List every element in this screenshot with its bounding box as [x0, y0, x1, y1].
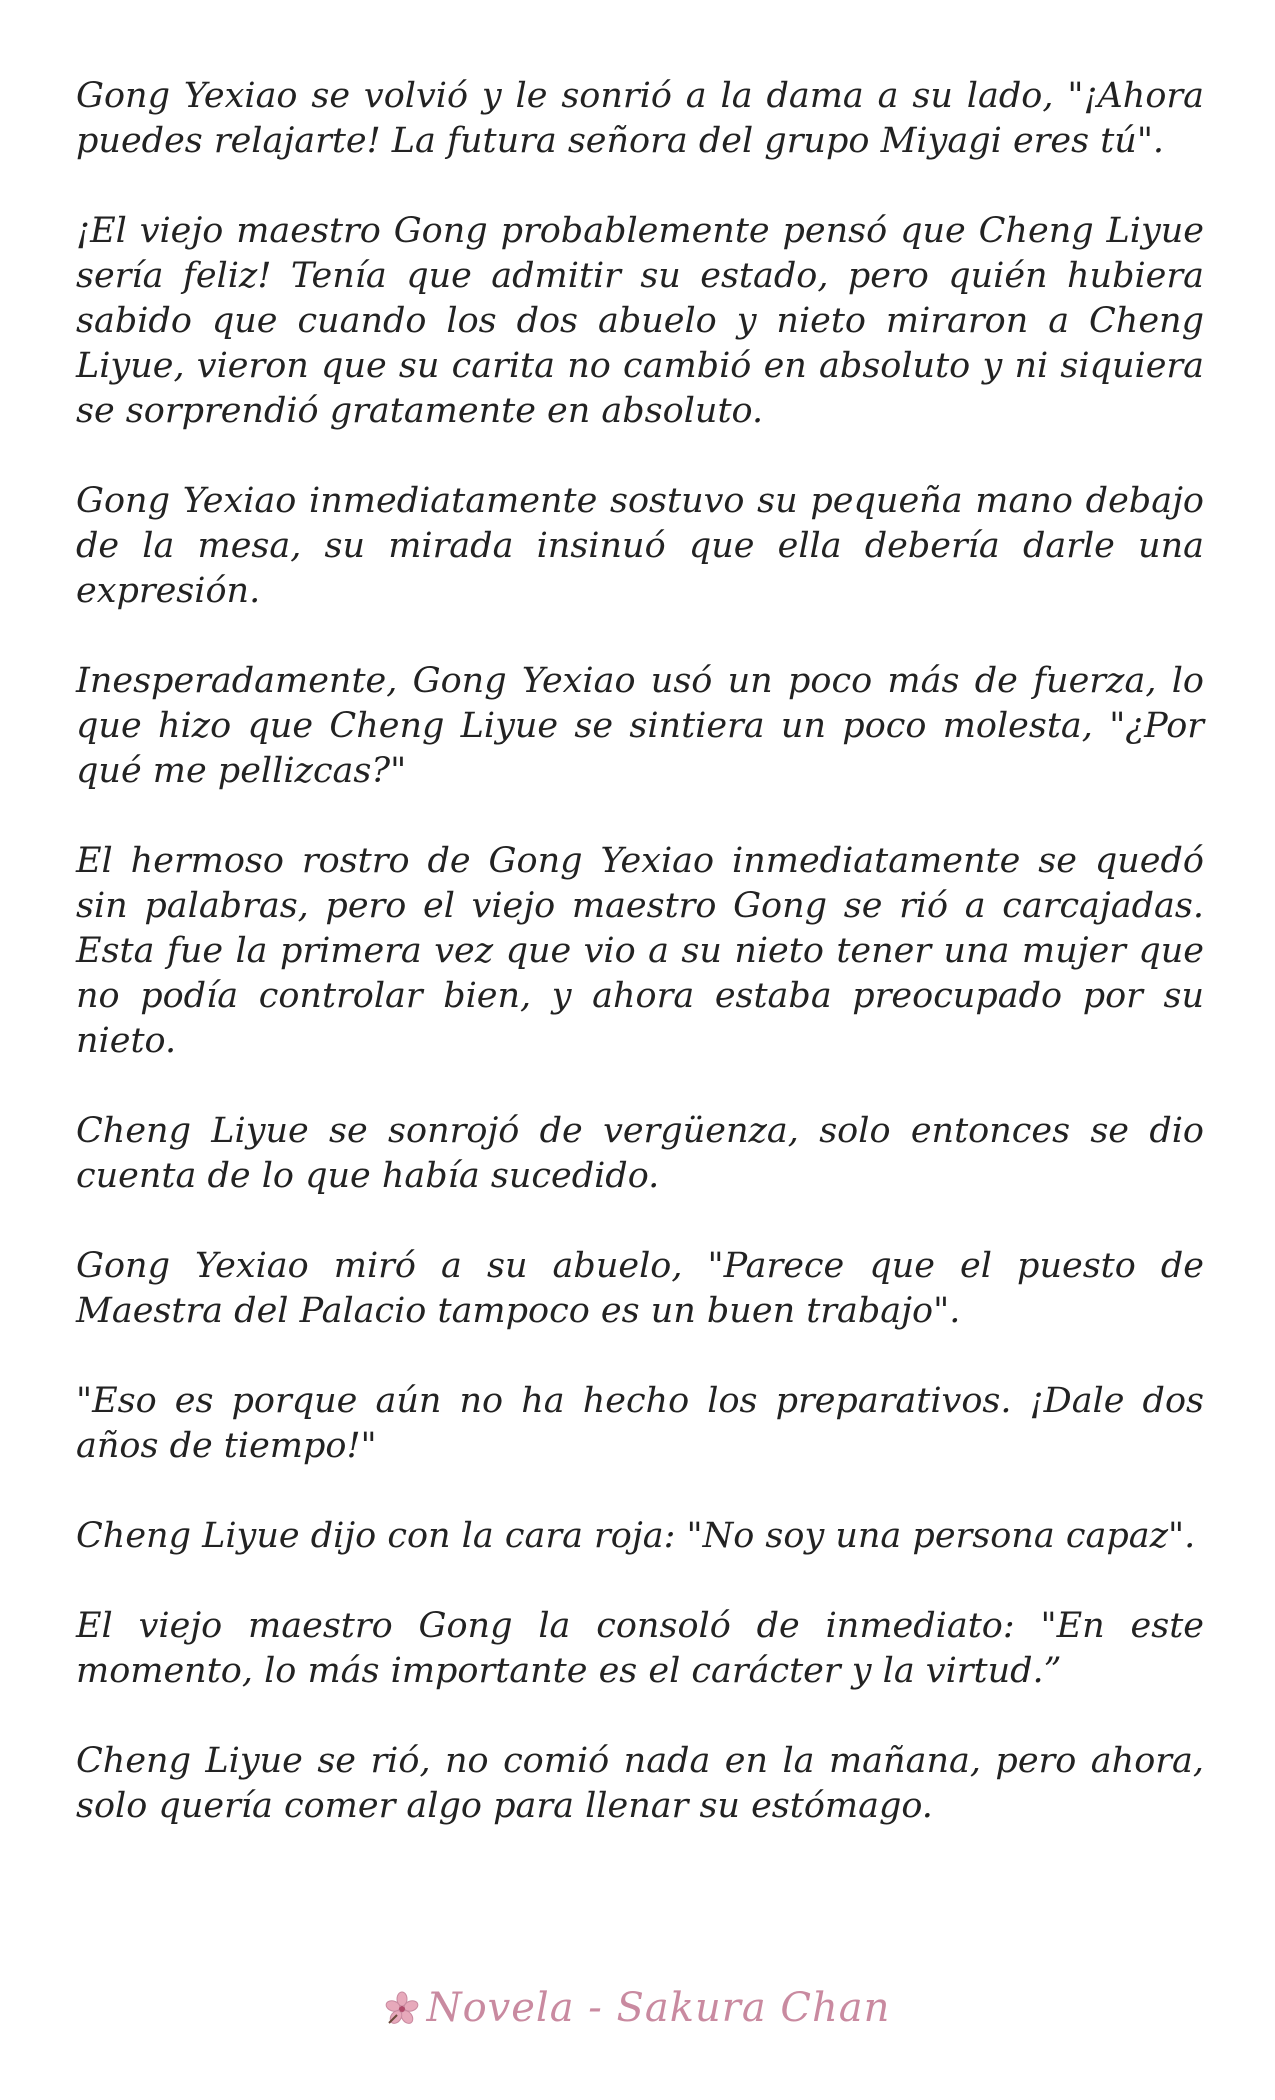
paragraph-10: El viejo maestro Gong la consoló de inmediato: "En este momento, lo más importante es el carácter y la virtud.”: [76, 1606, 1204, 1691]
document-body: [76, 74, 1204, 1874]
cherry-blossom-icon: [385, 1989, 419, 2023]
paragraph-9: Cheng Liyue dijo con la cara roja: "No soy una persona capaz".: [76, 1516, 1196, 1556]
paragraph-8: "Eso es porque aún no ha hecho los preparativos. ¡Dale dos años de tiempo!": [76, 1381, 1204, 1466]
paragraph-2: ¡El viejo maestro Gong probablemente pensó que Cheng Liyue sería feliz! Tenía que admitir su estado, pero quién hubiera sabido que cuando los dos abuelo y nieto miraron a Cheng Liyue, vieron que su carita no cambió en absoluto y ni siquiera se sorprendió gratamente en absoluto.: [76, 211, 1204, 431]
watermark-footer: [0, 1985, 1275, 2031]
paragraph-6: Cheng Liyue se sonrojó de vergüenza, solo entonces se dio cuenta de lo que había sucedido.: [76, 1111, 1204, 1196]
paragraph-5: El hermoso rostro de Gong Yexiao inmediatamente se quedó sin palabras, pero el viejo maestro Gong se rió a carcajadas. Esta fue la primera vez que vio a su nieto tener una mujer que no podía controlar bien, y ahora estaba preocupado por su nieto.: [76, 841, 1204, 1061]
paragraph-1: Gong Yexiao se volvió y le sonrió a la dama a su lado, "¡Ahora puedes relajarte! La futura señora del grupo Miyagi eres tú".: [76, 76, 1204, 161]
watermark-text: Novela - Sakura Chan: [426, 1985, 891, 2031]
paragraph-4: Inesperadamente, Gong Yexiao usó un poco más de fuerza, lo que hizo que Cheng Liyue se sintiera un poco molesta, "¿Por qué me pellizcas?": [76, 661, 1204, 791]
paragraph-7: Gong Yexiao miró a su abuelo, "Parece que el puesto de Maestra del Palacio tampoco es un buen trabajo".: [76, 1246, 1204, 1331]
paragraph-11: Cheng Liyue se rió, no comió nada en la mañana, pero ahora, solo quería comer algo para llenar su estómago.: [76, 1741, 1204, 1826]
paragraph-3: Gong Yexiao inmediatamente sostuvo su pequeña mano debajo de la mesa, su mirada insinuó que ella debería darle una expresión.: [76, 481, 1204, 611]
